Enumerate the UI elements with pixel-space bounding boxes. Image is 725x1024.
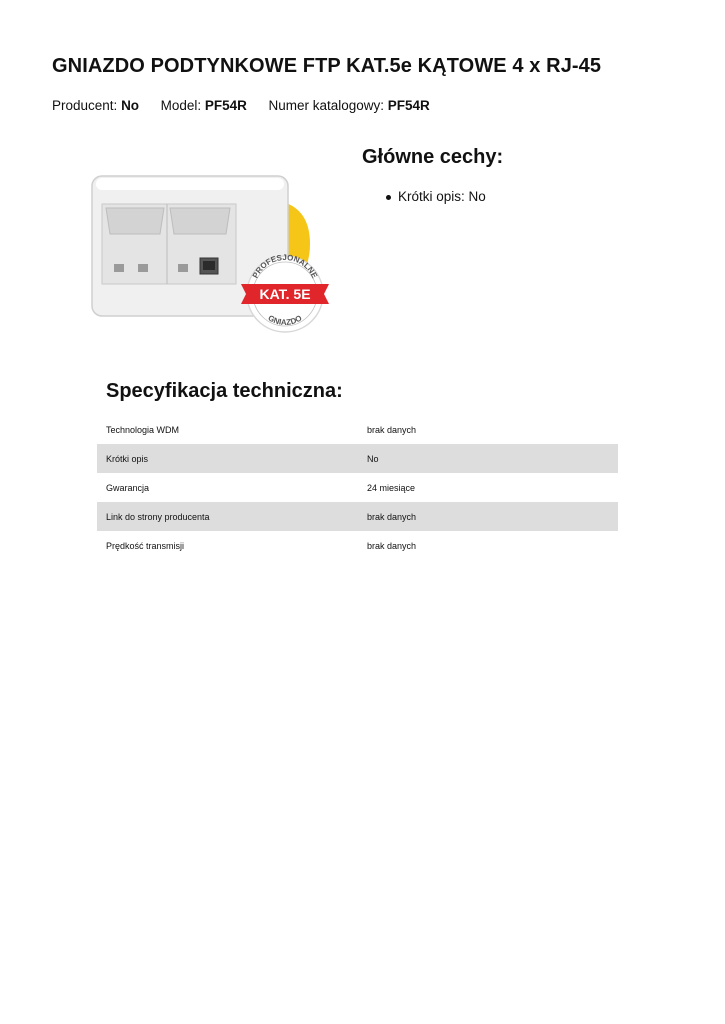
spec-heading: Specyfikacja techniczna: (106, 380, 343, 402)
svg-text:GNIAZDO: GNIAZDO (266, 313, 304, 328)
svg-text:PROFESJONALNE: PROFESJONALNE (250, 252, 320, 280)
catalog-number-label: Numer katalogowy: (268, 98, 385, 113)
spec-row (97, 415, 618, 444)
features-heading: Główne cechy: (362, 146, 504, 168)
spec-value: brak danych (367, 540, 417, 551)
catalog-number-value: PF54R (387, 98, 430, 113)
spec-value: No (358, 444, 618, 473)
spec-name: Gwarancja (106, 482, 150, 493)
feature-value: No (468, 189, 486, 204)
model-label: Model: (160, 98, 202, 113)
spec-row (97, 444, 618, 473)
product-meta (52, 98, 430, 113)
feature-label: Krótki opis: (398, 189, 465, 204)
spec-row (97, 502, 618, 531)
producer-value: No (121, 98, 140, 113)
spec-value: brak danych (367, 424, 417, 435)
spec-name: Link do strony producenta (97, 502, 358, 531)
model-value: PF54R (204, 98, 247, 113)
spec-value: 24 miesiące (367, 482, 416, 493)
spec-value: brak danych (358, 502, 618, 531)
features-list (386, 189, 486, 204)
feature-item (386, 189, 486, 204)
spec-row (97, 473, 618, 502)
svg-text:KAT. 5E: KAT. 5E (259, 286, 311, 302)
spec-name: Technologia WDM (106, 424, 180, 435)
page-title: GNIAZDO PODTYNKOWE FTP KAT.5e KĄTOWE 4 x RJ-45 (52, 55, 602, 77)
socket-illustration (88, 162, 338, 342)
spec-name: Prędkość transmisji (106, 540, 185, 551)
spec-name: Krótki opis (97, 444, 358, 473)
spec-row (97, 531, 618, 560)
spec-table (97, 415, 618, 560)
product-image (88, 162, 338, 342)
producer-label: Producent: (52, 98, 118, 113)
